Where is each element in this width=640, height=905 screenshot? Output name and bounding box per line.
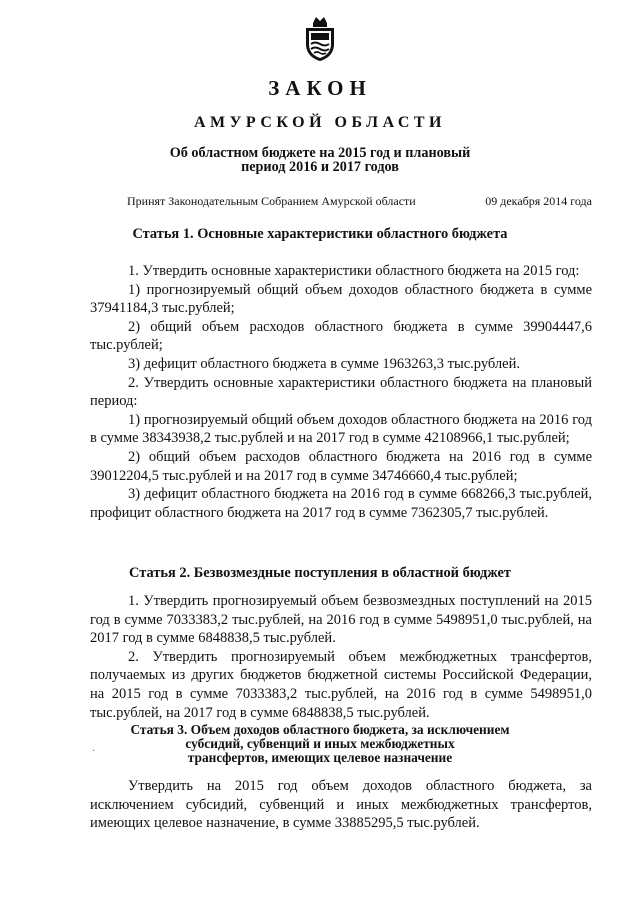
paragraph: 3) дефицит областного бюджета в сумме 1963263,3 тыс.рублей. bbox=[128, 355, 520, 372]
amur-region-coat-of-arms-icon bbox=[302, 14, 338, 62]
article-3-title-line: Статья 3. Объем доходов областного бюджета, за исключением bbox=[130, 722, 510, 737]
margin-mark: · bbox=[92, 746, 96, 757]
law-subject bbox=[0, 146, 640, 174]
article-2-body bbox=[90, 592, 592, 722]
article-2-title: Статья 2. Безвозмездные поступления в областной бюджет bbox=[129, 565, 511, 581]
paragraph: 2. Утвердить прогнозируемый объем межбюджетных трансфертов, получаемых из других бюджетов бюджетной системы Российской Федерации, на 2015 год в сумме 7033383,2 тыс.рублей, на 2016 год в сумме 5498951,0 тыс.рублей, на 2017 год в сумме 6848838,5 тыс.рублей. bbox=[90, 648, 592, 721]
paragraph: Утвердить на 2015 год объем доходов областного бюджета, за исключением субсидий, субвенций и иных межбюджетных трансфертов, имеющих целевое назначение, в сумме 33885295,5 тыс.рублей. bbox=[90, 778, 592, 832]
adoption-date: 09 декабря 2014 года bbox=[485, 194, 592, 208]
adoption-text: Принят Законодательным Собранием Амурской области bbox=[127, 194, 416, 208]
article-1-title: Статья 1. Основные характеристики областного бюджета bbox=[132, 226, 508, 242]
paragraph: 1) прогнозируемый общий объем доходов областного бюджета в сумме 37941184,3 тыс.рублей; bbox=[90, 281, 592, 317]
adoption-line bbox=[127, 194, 592, 209]
article-3-title-line: трансфертов, имеющих целевое назначение bbox=[187, 750, 453, 765]
paragraph: 1) прогнозируемый общий объем доходов областного бюджета на 2016 год в сумме 38343938,2 тыс.рублей и на 2017 год в сумме 42108966,1 тыс.рублей; bbox=[90, 411, 592, 447]
article-3-title bbox=[0, 723, 640, 765]
law-title: ЗАКОН bbox=[268, 76, 372, 100]
article-3-title-line: субсидий, субвенций и иных межбюджетных bbox=[185, 736, 455, 751]
law-subject-line: Об областном бюджете на 2015 год и плановый bbox=[169, 145, 471, 161]
paragraph: 2. Утвердить основные характеристики областного бюджета на плановый период: bbox=[90, 374, 592, 410]
region-name: АМУРСКОЙ ОБЛАСТИ bbox=[194, 114, 446, 131]
paragraph: 1. Утвердить прогнозируемый объем безвозмездных поступлений на 2015 год в сумме 7033383,2 тыс.рублей, на 2016 год в сумме 5498951,0 тыс.рублей, на 2017 год в сумме 6848838,5 тыс.рублей. bbox=[90, 593, 592, 647]
article-3-body bbox=[90, 777, 592, 833]
paragraph: 2) общий объем расходов областного бюджета в сумме 39904447,6 тыс.рублей; bbox=[90, 318, 592, 354]
paragraph: 2) общий объем расходов областного бюджета на 2016 год в сумме 39012204,5 тыс.рублей и на 2017 год в сумме 34746660,4 тыс.рублей; bbox=[90, 448, 592, 484]
law-subject-line: период 2016 и 2017 годов bbox=[241, 159, 399, 175]
paragraph: 1. Утвердить основные характеристики областного бюджета на 2015 год: bbox=[128, 263, 580, 279]
paragraph: 3) дефицит областного бюджета на 2016 год в сумме 668266,3 тыс.рублей, профицит областного бюджета на 2017 год в сумме 7362305,7 тыс.рублей. bbox=[90, 486, 592, 521]
article-1-body bbox=[90, 262, 592, 522]
